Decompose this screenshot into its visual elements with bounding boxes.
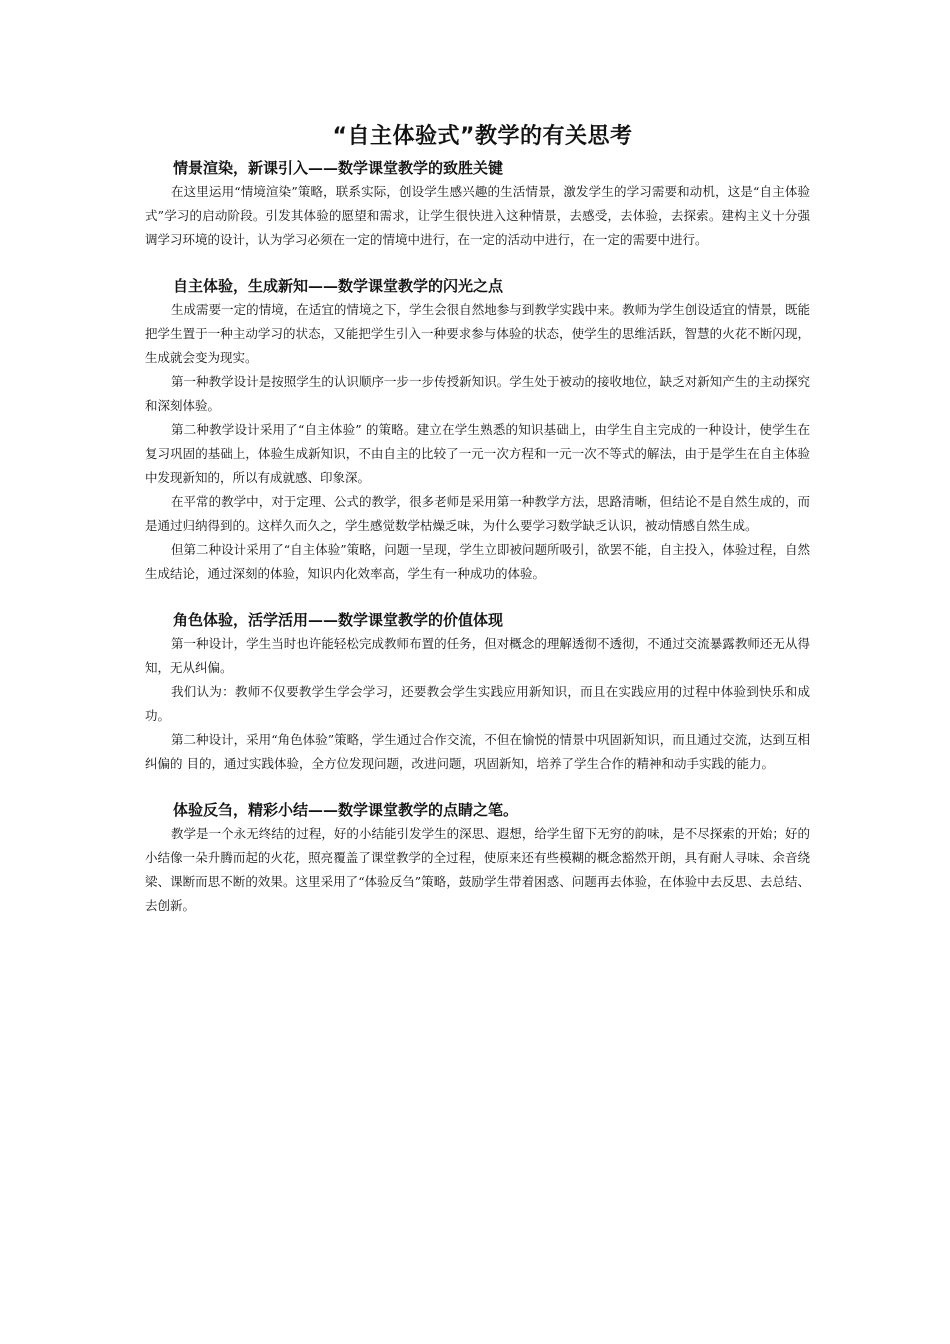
section-reflection-summary xyxy=(145,798,810,918)
document-title: “自主体验式”教学的有关思考 xyxy=(332,124,633,149)
paragraph: 但第二种设计采用了“自主体验”策略，问题一呈现，学生立即被问题所吸引，欲罢不能，自主投入，体验过程，自然生成结论，通过深刻的体验，知识内化效率高，学生有一种成功的体验。 xyxy=(145,542,810,581)
paragraph: 第一种教学设计是按照学生的认识顺序一步一步传授新知识。学生处于被动的接收地位，缺乏对新知产生的主动探究和深刻体验。 xyxy=(145,374,810,413)
section-role-experience xyxy=(145,608,810,776)
paragraph: 在平常的教学中，对于定理、公式的教学，很多老师是采用第一种教学方法，思路清晰，但结论不是自然生成的，而是通过归纳得到的。这样久而久之，学生感觉数学枯燥乏味，为什么要学习数学缺乏认识，被动情感自然生成。 xyxy=(145,494,810,533)
paragraph: 在这里运用“情境渲染”策略，联系实际，创设学生感兴趣的生活情景，激发学生的学习需要和动机，这是“自主体验式”学习的启动阶段。引发其体验的愿望和需求，让学生很快进入这种情景，去感受，去体验，去探索。建构主义十分强调学习环境的设计，认为学习必须在一定的情境中进行，在一定的活动中进行，在一定的需要中进行。 xyxy=(145,184,810,247)
section-heading: 自主体验，生成新知——数学课堂教学的闪光之点 xyxy=(173,277,504,295)
section-situation-intro xyxy=(145,156,810,252)
section-heading: 情景渲染，新课引入——数学课堂教学的致胜关键 xyxy=(173,159,504,177)
section-heading: 体验反刍，精彩小结——数学课堂教学的点睛之笔。 xyxy=(173,801,519,819)
paragraph: 第一种设计，学生当时也许能轻松完成教师布置的任务，但对概念的理解透彻不透彻，不通过交流暴露教师还无从得知，无从纠偏。 xyxy=(145,636,810,675)
paragraph: 第二种教学设计采用了“自主体验” 的策略。建立在学生熟悉的知识基础上，由学生自主完成的一种设计，使学生在复习巩固的基础上，体验生成新知识，不由自主的比较了一元一次方程和一元一次不等式的解法，由于是学生在自主体验中发现新知的，所以有成就感、印象深。 xyxy=(145,422,810,485)
paragraph: 第二种设计，采用“角色体验”策略，学生通过合作交流，不但在愉悦的情景中巩固新知识，而且通过交流，达到互相纠偏的 目的，通过实践体验，全方位发现问题，改进问题，巩固新知，培养了学生合作的精神和动手实践的能力。 xyxy=(145,732,810,771)
paragraph: 我们认为：教师不仅要教学生学会学习，还要教会学生实践应用新知识，而且在实践应用的过程中体验到快乐和成功。 xyxy=(145,684,810,723)
paragraph: 教学是一个永无终结的过程，好的小结能引发学生的深思、遐想，给学生留下无穷的韵味，是不尽探索的开始；好的小结像一朵升腾而起的火花，照亮覆盖了课堂教学的全过程，使原来还有些模糊的概念豁然开朗，具有耐人寻味、余音绕梁、课断而思不断的效果。这里采用了“体验反刍”策略，鼓励学生带着困惑、问题再去体验，在体验中去反思、去总结、去创新。 xyxy=(145,826,810,913)
section-self-experience xyxy=(145,274,810,586)
section-heading: 角色体验，活学活用——数学课堂教学的价值体现 xyxy=(173,611,504,629)
paragraph: 生成需要一定的情境，在适宜的情境之下，学生会很自然地参与到教学实践中来。教师为学生创设适宜的情景，既能把学生置于一种主动学习的状态，又能把学生引入一种要求参与体验的状态，使学生的思维活跃，智慧的火花不断闪现，生成就会变为现实。 xyxy=(145,302,810,365)
document-page xyxy=(145,118,810,918)
